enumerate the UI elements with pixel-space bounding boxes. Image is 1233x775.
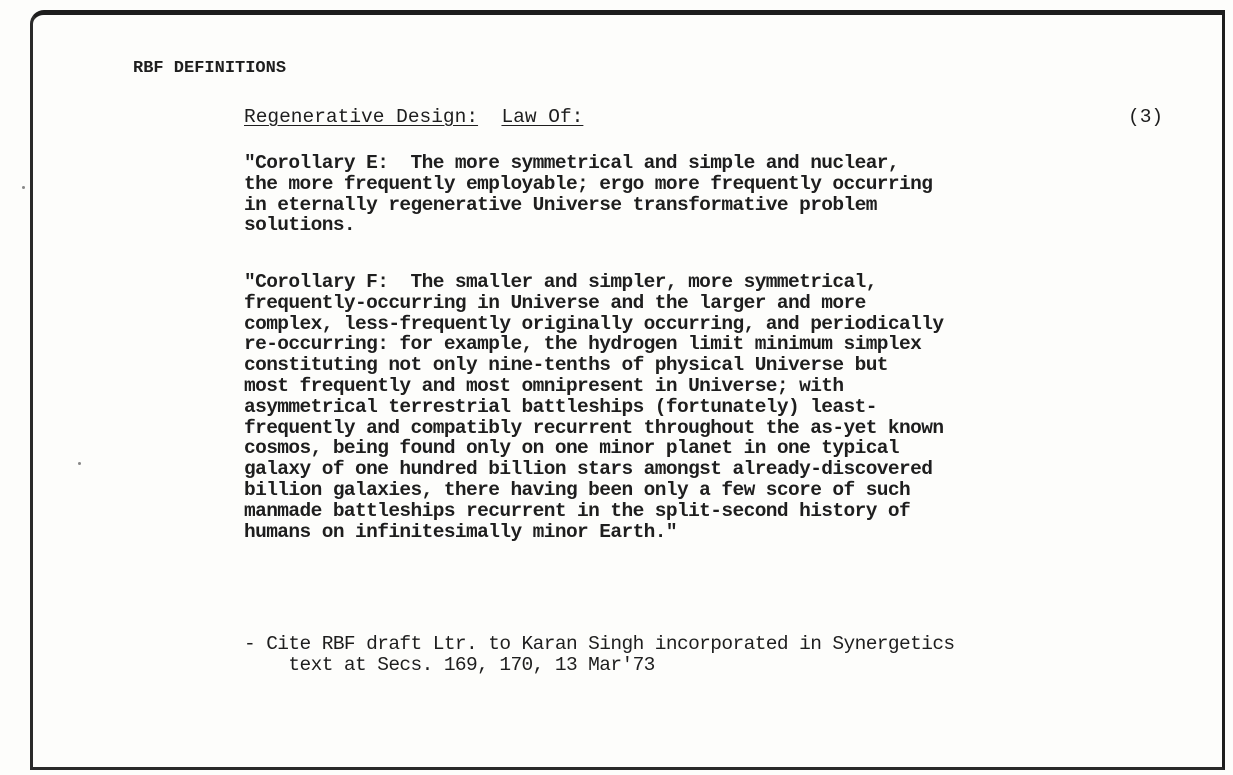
entry-qualifier: Law Of: xyxy=(501,106,584,128)
paragraph-line: cosmos, being found only on one minor planet in one typical xyxy=(244,437,900,460)
paragraph-line: complex, less-frequently originally occurring, and periodically xyxy=(244,312,944,335)
paragraph-line: most frequently and most omnipresent in Universe; with xyxy=(244,374,844,397)
paragraph-line: asymmetrical terrestrial battleships (fortunately) least- xyxy=(244,395,877,418)
citation-line: - Cite RBF draft Ltr. to Karan Singh incorporated in Synergetics xyxy=(244,633,955,655)
document-header: RBF DEFINITIONS xyxy=(133,59,287,78)
paragraph-line: solutions. xyxy=(244,214,356,237)
entry-term: Regenerative Design: xyxy=(244,106,479,128)
paragraph-line: "Corollary F: The smaller and simpler, more symmetrical, xyxy=(244,271,877,293)
citation-line: text at Secs. 169, 170, 13 Mar'73 xyxy=(244,654,655,676)
paragraph-line: frequently and compatibly recurrent throughout the as-yet known xyxy=(244,416,944,439)
paragraph-line: manmade battleships recurrent in the split-second history of xyxy=(244,499,911,522)
corollary-f-paragraph xyxy=(244,272,943,542)
entry-heading xyxy=(244,106,583,128)
paragraph-line: in eternally regenerative Universe transformative problem xyxy=(244,193,877,216)
citation xyxy=(244,634,955,676)
paragraph-line: constituting not only nine-tenths of physical Universe but xyxy=(244,354,888,377)
paragraph-line: the more frequently employable; ergo more frequently occurring xyxy=(244,172,933,195)
page-number: (3) xyxy=(1128,106,1164,128)
paragraph-line: frequently-occurring in Universe and the larger and more xyxy=(244,291,866,314)
paragraph-line: "Corollary E: The more symmetrical and simple and nuclear, xyxy=(244,152,900,174)
paper-speck xyxy=(78,462,81,465)
corollary-e-paragraph xyxy=(244,153,932,236)
paragraph-line: billion galaxies, there having been only a few score of such xyxy=(244,478,911,501)
paragraph-line: re-occurring: for example, the hydrogen limit minimum simplex xyxy=(244,333,922,356)
paragraph-line: galaxy of one hundred billion stars amongst already-discovered xyxy=(244,458,933,481)
paragraph-line: humans on infinitesimally minor Earth." xyxy=(244,520,677,543)
paper-speck xyxy=(22,186,25,189)
